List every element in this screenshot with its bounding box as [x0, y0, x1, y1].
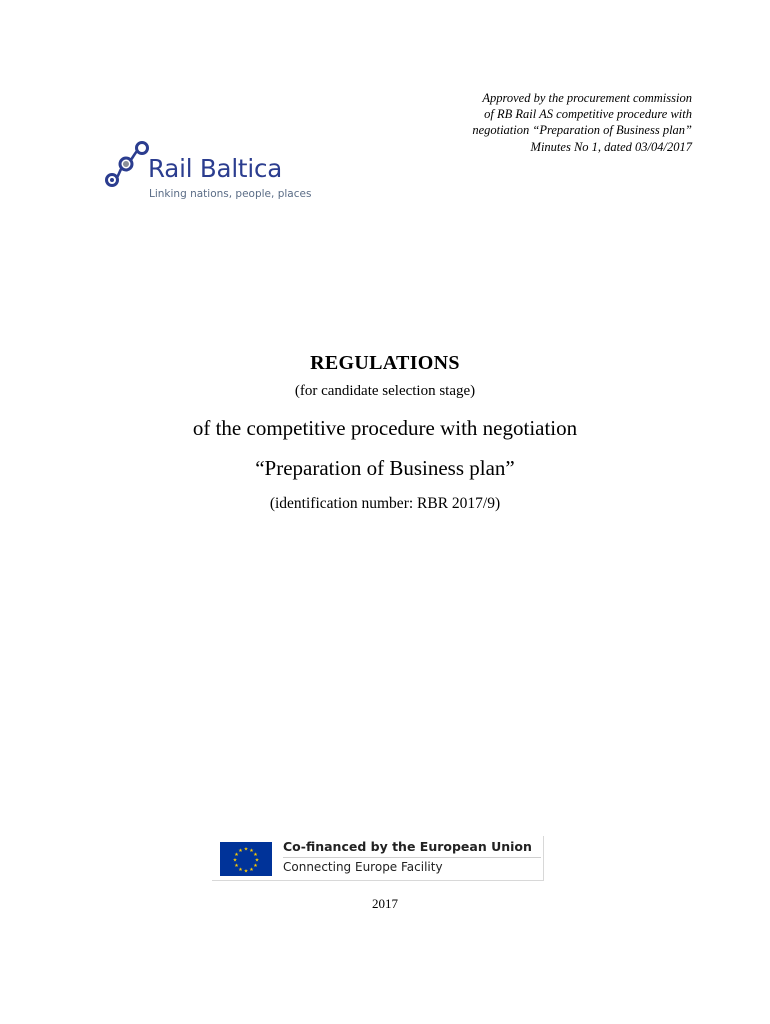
svg-text:★: ★	[232, 857, 238, 864]
svg-text:★: ★	[253, 852, 258, 859]
approval-note	[332, 90, 692, 155]
document-plan-name: “Preparation of Business plan”	[255, 456, 515, 480]
rail-baltica-logo	[104, 138, 334, 208]
svg-text:★: ★	[253, 863, 258, 870]
svg-text:★: ★	[249, 867, 254, 874]
eu-facility-text: Connecting Europe Facility	[283, 860, 443, 874]
svg-text:★: ★	[254, 857, 260, 864]
approval-line-3: negotiation “Preparation of Business plan”	[472, 123, 692, 137]
svg-text:★: ★	[234, 852, 239, 859]
document-stage: (for candidate selection stage)	[294, 383, 476, 399]
svg-text:★: ★	[249, 848, 254, 855]
svg-text:★: ★	[243, 846, 249, 853]
document-title: REGULATIONS	[310, 352, 460, 374]
document-year: 2017	[372, 896, 398, 911]
svg-text:★: ★	[243, 868, 249, 875]
eu-cofinanced-text: Co-financed by the European Union	[283, 839, 532, 854]
eu-cofinancing-banner	[212, 836, 544, 881]
document-title-block	[0, 350, 770, 514]
eu-banner-divider	[283, 857, 541, 858]
logo-tagline: Linking nations, people, places	[149, 188, 312, 200]
svg-text:★: ★	[238, 867, 243, 874]
logo-brand-name: Rail Baltica	[148, 154, 283, 183]
document-subject: of the competitive procedure with negotiation	[192, 416, 578, 440]
approval-line-1: Approved by the procurement commission	[482, 91, 692, 105]
approval-line-2: of RB Rail AS competitive procedure with	[484, 107, 692, 121]
svg-text:★: ★	[238, 848, 243, 855]
document-identification: (identification number: RBR 2017/9)	[269, 495, 501, 512]
eu-flag-icon	[220, 842, 272, 876]
approval-minutes: Minutes No 1, dated 03/04/2017	[530, 140, 692, 154]
rail-baltica-logo-icon	[104, 138, 150, 190]
svg-text:★: ★	[234, 863, 239, 870]
